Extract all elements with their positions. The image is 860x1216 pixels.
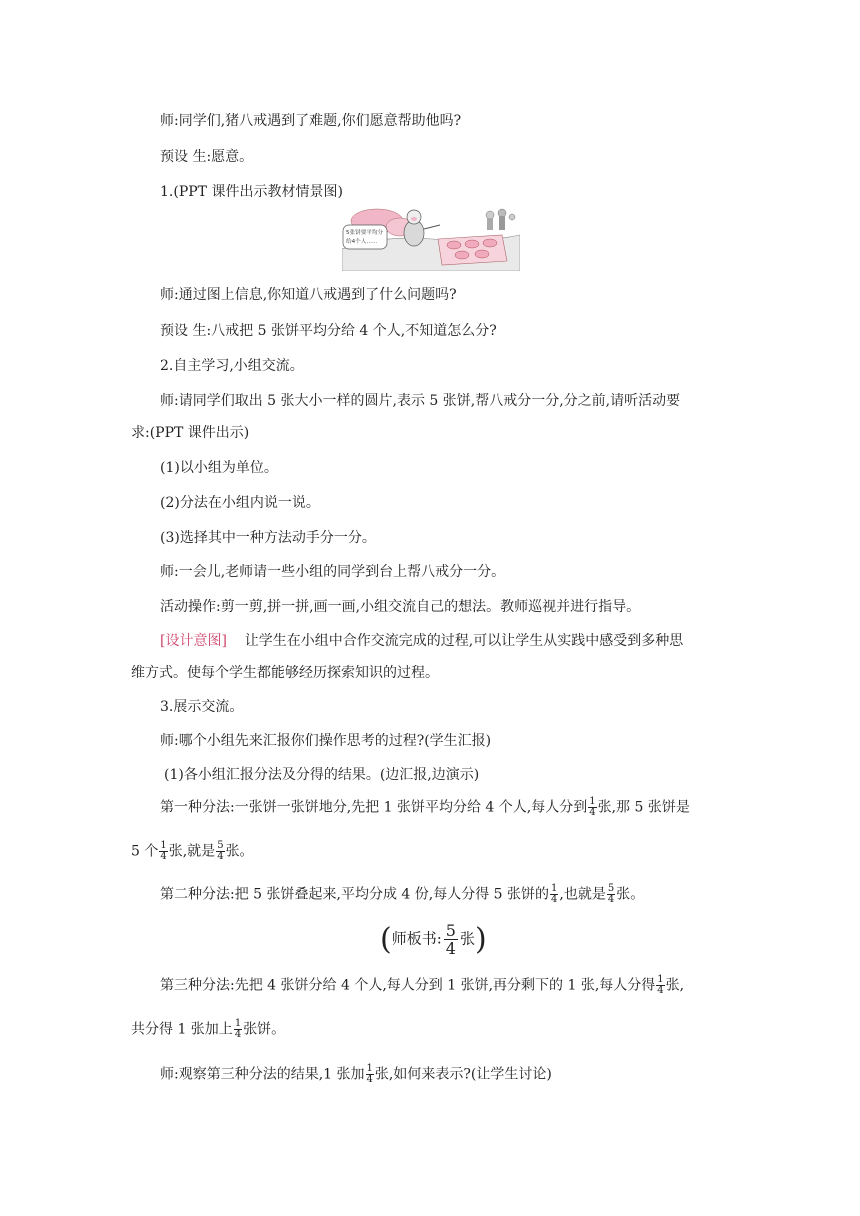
text-segment: 张, [665,977,685,994]
text-line [160,1064,552,1085]
text-segment: 第一种分法:一张饼一张饼地分,先把 1 张饼平均分给 4 个人,每人分到 [160,799,588,816]
text-line: (3)选择其中一种方法动手分一分。 [160,530,376,546]
text-line: (2)分法在小组内说一说。 [160,495,320,511]
fraction-five-quarters-large: $\frac{5}{4}$ [445,921,456,958]
text-line [160,797,690,818]
text-line: 求:(PPT 课件出示) [131,425,250,441]
text-line: (1)各小组汇报分法及分得的结果。(边汇报,边演示) [164,767,480,783]
text-segment: ,也就是 [559,886,606,903]
speech-text: 给4个人…… [346,239,378,245]
text-line: 师:一会儿,老师请一些小组的同学到台上帮八戒分一分。 [160,564,506,580]
text-segment: 张,就是 [168,843,216,860]
text-segment: 张。 [616,886,645,903]
text-segment: 5 个 [131,843,159,860]
text-segment: 让学生在小组中合作交流完成的过程,可以让学生从实践中感受到多种思 [244,633,684,649]
board-unit: 张 [459,929,475,948]
text-line: 预设 生:八戒把 5 张饼平均分给 4 个人,不知道怎么分? [160,323,497,339]
text-segment: 第二种分法:把 5 张饼叠起来,平均分成 4 份,每人分得 5 张饼的 [160,886,550,903]
text-segment: 张饼。 [243,1021,286,1038]
design-intent-tag: [设计意图] [160,633,227,649]
left-paren: ( [380,922,392,957]
text-line [131,841,254,862]
fraction-five-quarters: $\frac{5}{4}$ [607,883,615,905]
text-segment: 共分得 1 张加上 [131,1021,233,1038]
text-segment: 张。 [225,843,254,860]
board-label: 师板书: [391,929,442,948]
fraction-one-quarter: $\frac{1}{4}$ [551,883,558,905]
text-line: 3.展示交流。 [160,699,244,715]
fraction-one-quarter: $\frac{1}{4}$ [657,974,664,996]
text-segment: 张,如何来表示?(让学生讨论) [374,1066,552,1083]
text-line [160,884,644,905]
fraction-one-quarter: $\frac{1}{4}$ [589,796,596,818]
fraction-one-quarter: $\frac{1}{4}$ [366,1063,373,1085]
text-line: 1.(PPT 课件出示教材情景图) [160,184,343,200]
text-line: 活动操作:剪一剪,拼一拼,画一画,小组交流自己的想法。教师巡视并进行指导。 [160,599,641,615]
scene-illustration [342,205,520,271]
fraction-five-quarters: $\frac{5}{4}$ [217,840,224,862]
right-paren: ) [474,922,487,957]
text-line: (1)以小组为单位。 [160,460,278,476]
design-intent-line [160,631,683,651]
fraction-one-quarter: $\frac{1}{4}$ [160,840,167,862]
text-line [160,975,684,996]
text-line: 师:同学们,猪八戒遇到了难题,你们愿意帮助他吗? [160,113,462,129]
text-segment: 师:观察第三种分法的结果,1 张加 [160,1066,365,1083]
text-line: 师:哪个小组先来汇报你们操作思考的过程?(学生汇报) [160,733,492,749]
text-line: 师:通过图上信息,你知道八戒遇到了什么问题吗? [160,287,457,303]
speech-text: 5张饼要平均分 [346,230,384,236]
text-line: 2.自主学习,小组交流。 [160,358,304,374]
text-segment: 第三种分法:先把 4 张饼分给 4 个人,每人分到 1 张饼,再分剩下的 1 张,每人分得 [160,977,656,994]
text-line: 师:请同学们取出 5 张大小一样的圆片,表示 5 张饼,帮八戒分一分,分之前,请听活动要 [160,393,681,409]
board-note [380,922,487,957]
text-line: 维方式。使每个学生都能够经历探索知识的过程。 [131,665,439,681]
text-line [131,1019,285,1040]
text-line: 预设 生:愿意。 [160,149,254,165]
text-segment: 张,那 5 张饼是 [597,799,690,816]
fraction-one-quarter: $\frac{1}{4}$ [234,1018,242,1040]
